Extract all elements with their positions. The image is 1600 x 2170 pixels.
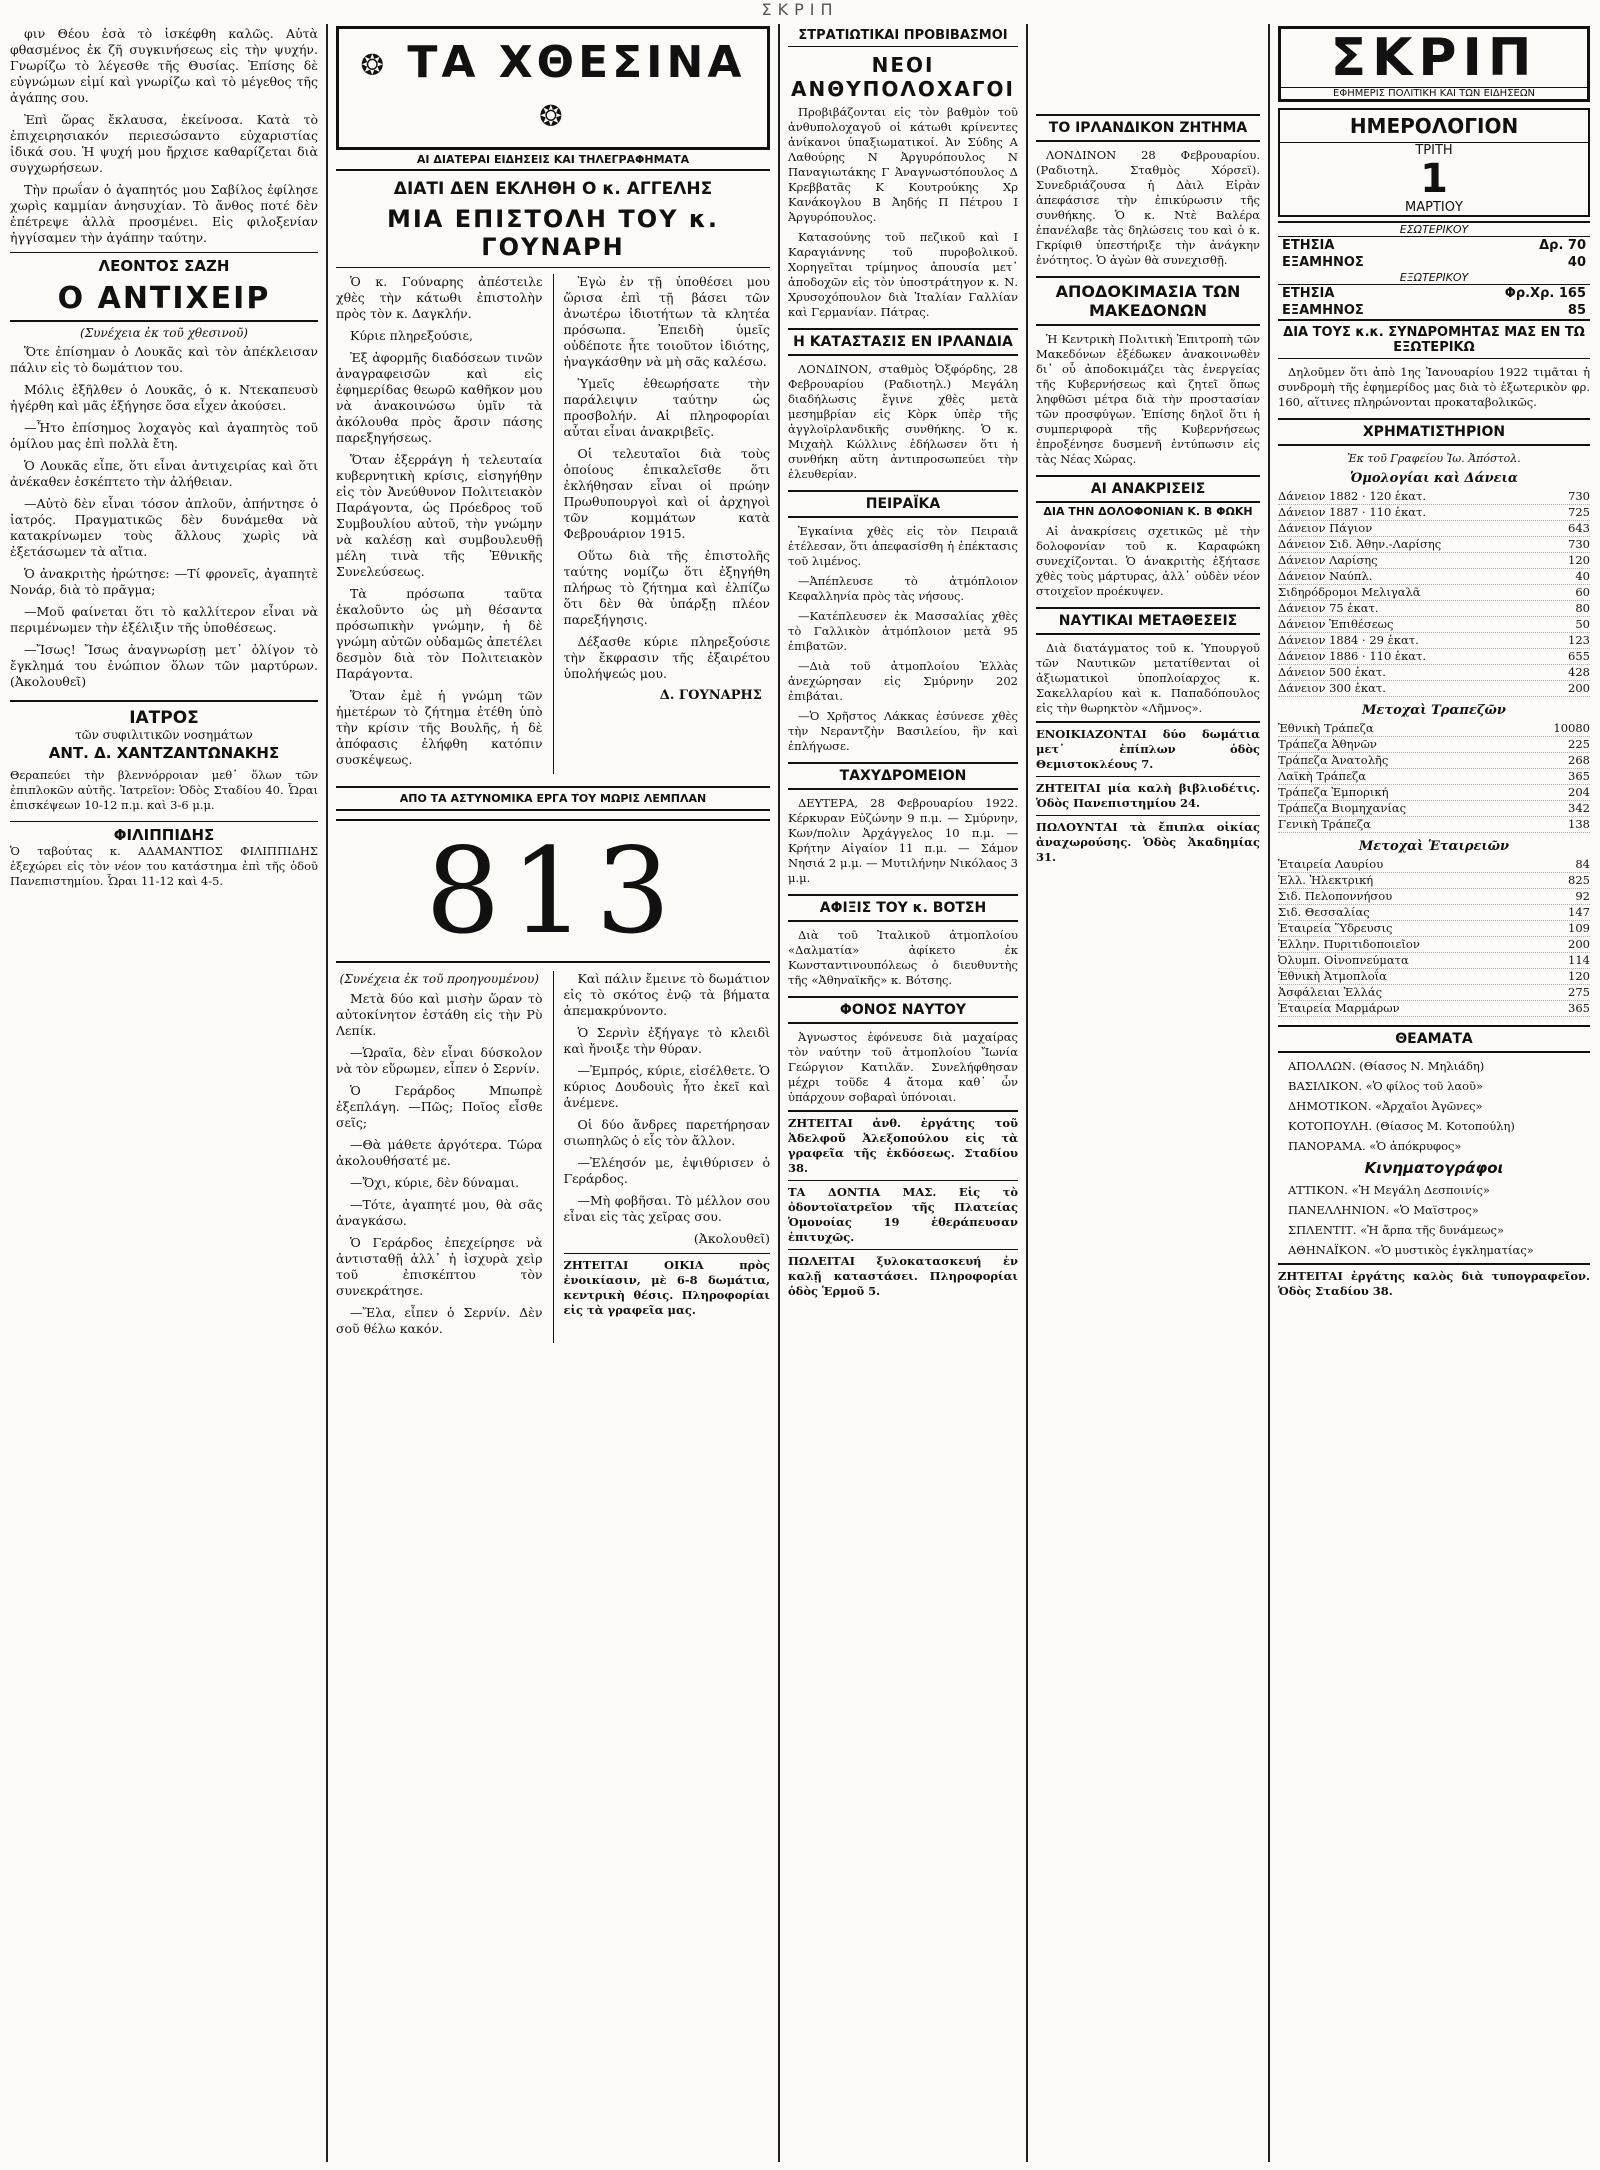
price-value: 92 (1575, 889, 1590, 903)
doctor-ad (10, 700, 318, 813)
price-row (1278, 737, 1590, 753)
intro-text (10, 26, 318, 246)
row-value: 85 (1567, 303, 1586, 318)
price-name: Δάνειον 75 ἑκατ. (1278, 601, 1379, 615)
murder-title: ΦΟΝΟΣ ΝΑΥΤΟΥ (788, 996, 1018, 1024)
calendar (1278, 108, 1590, 217)
price-name: Ἀσφάλειαι Ἑλλάς (1278, 985, 1383, 999)
price-row (1278, 665, 1590, 681)
price-row (1278, 969, 1590, 985)
bottom-ad: ΖΗΤΕΙΤΑΙ ἐργάτης καλὸς διὰ τυπογραφεῖον. Ὁδὸς Σταδίου 38. (1278, 1263, 1590, 1299)
row-label: ΕΤΗΣΙΑ (1282, 238, 1335, 253)
price-row (1278, 553, 1590, 569)
list-item: ΔΗΜΟΤΙΚΟΝ. «Ἀρχαῖοι Ἀγῶνες» (1288, 1099, 1483, 1113)
signature: Δ. ΓΟΥΝΑΡΗΣ (659, 688, 762, 703)
bond-prices (1278, 471, 1590, 697)
masthead-subtitle: ΕΦΗΜΕΡΙΣ ΠΟΛΙΤΙΚΗ ΚΑΙ ΤΩΝ ΕΙΔΗΣΕΩΝ (1281, 87, 1587, 99)
price-row (1278, 601, 1590, 617)
price-row (1278, 633, 1590, 649)
paragraph: Ἐξ ἀφορμῆς διαδόσεων τινῶν ἀναγραφεισῶν καὶ εἰς ἐφημερίδας θεωρῶ καθῆκον μου νὰ ἀνακοινώσω ὑμῖν τὰ ἀκόλουθα πρὸς ἄρσιν πάσης παρεξηγήσεως. (336, 350, 543, 445)
price-value: 200 (1568, 937, 1590, 951)
paragraph: Ὁ Γεράρδος Μπωπρὲ ἐξεπλάγη. —Πῶς; Ποῖος εἶσθε σεῖς; (336, 1083, 543, 1130)
price-value: 725 (1568, 505, 1590, 519)
ad-2: ΤΑ ΔΟΝΤΙΑ ΜΑΣ. Εἰς τὸ ὀδοντοϊατρεῖον τῆς Πλατείας Ὁμονοίας 19 ἐθεράπευσαν ἐπιτυχῶς. (788, 1180, 1018, 1245)
novel-left (336, 971, 543, 1343)
price-name: Ἑταιρεία Λαυρίου (1278, 857, 1384, 871)
paragraph: —Ἴσως! Ἴσως ἀναγνωρίσῃ μετ᾽ ὀλίγον τὸ ἔγκλημά του ἐνώπιον ὅλων τῶν μαρτύρων. (Ἀκολουθεῖ) (10, 642, 318, 689)
paragraph: —Ἦτο ἐπίσημος λοχαγὸς καὶ ἀγαπητὸς τοῦ ὁμίλου μας ἐπὶ πολλὰ ἔτη. (10, 420, 318, 451)
novel-continuation: (Συνέχεια ἐκ τοῦ προηγουμένου) (339, 972, 539, 986)
paragraph: —Αὐτὸ δὲν εἶναι τόσον ἀπλοῦν, ἀπήντησε ὁ ἰατρός. Πραγματικῶς δὲν δυνάμεθα νὰ κατακρίνωμεν τοὺς ἄλλους χωρὶς νὰ ἐξετάσωμεν τὰ αἴτια. (10, 496, 318, 559)
column-rule (1026, 24, 1028, 2162)
paragraph: Οἱ δύο ἄνδρες παρετήρησαν σιωπηλῶς ὁ εἷς τὸν ἄλλον. (563, 1117, 770, 1148)
price-row (1278, 1001, 1590, 1017)
arrival-text (788, 928, 1018, 988)
price-value: 730 (1568, 489, 1590, 503)
paragraph: —Μοῦ φαίνεται ὅτι τὸ καλλίτερον εἶναι νὰ περιμένωμεν τὴν ἐξέλιξιν τῆς ὑποθέσεως. (10, 604, 318, 635)
ireland-text (788, 362, 1018, 482)
price-value: 342 (1568, 801, 1590, 815)
price-name: Ὀλυμπ. Οἰνοπνεύματα (1278, 953, 1409, 967)
letter-left (336, 274, 543, 774)
paragraph: Ὁ Σερνὶν ἐξήγαγε τὸ κλειδὶ καὶ ἤνοιξε τὴν θύραν. (563, 1025, 770, 1056)
story-author: ΛΕΟΝΤΟΣ ΣΑΖΗ (10, 252, 318, 275)
list-item: ΒΑΣΙΛΙΚΟΝ. «Ὁ φίλος τοῦ λαοῦ» (1288, 1079, 1484, 1093)
price-row (1278, 953, 1590, 969)
paragraph: —Τότε, ἀγαπητέ μου, θὰ σᾶς ἀναγκάσω. (336, 1197, 543, 1228)
price-name: Ἑλλην. Πυριτιδοποιεῖον (1278, 937, 1420, 951)
prices-caption: Μετοχαὶ Ἑταιρειῶν (1358, 839, 1510, 854)
price-row (1278, 617, 1590, 633)
column-rule (1268, 24, 1270, 2162)
promotions-headline: ΝΕΟΙ ΑΝΘΥΠΟΛΟΧΑΓΟΙ (790, 53, 1015, 101)
price-name: Ἐθνικὴ Τράπεζα (1278, 721, 1374, 735)
paragraph: Ὁ ἀνακριτὴς ἠρώτησε: —Τί φρονεῖς, ἀγαπητὲ Νονάρ, διὰ τὸ πρᾶγμα; (10, 566, 318, 597)
price-row (1278, 857, 1590, 873)
calendar-day: ΤΡΙΤΗ (1415, 143, 1453, 158)
macedonians-text (1036, 332, 1260, 467)
cinemas-title: Κινηματογράφοι (1364, 1159, 1504, 1177)
masthead-top: ΣΚΡΙΠ (761, 0, 839, 19)
ad-text: Ὁ ταβούτας κ. ΑΔΑΜΑΝΤΙΟΣ ΦΙΛΙΠΠΙΔΗΣ ἐξεχώρει εἰς τὸν νέον του κατάστημα ἐπὶ τῆς ὁδοῦ Πανεπιστημίου. Ὧραι 11-12 καὶ 4-5. (10, 844, 318, 888)
piraeus-title: ΠΕΙΡΑΪΚΑ (788, 490, 1018, 518)
paragraph: —Ἐμπρός, κύριε, εἰσέλθετε. Ὁ κύριος Δουδουὶς ἦτο ἐκεῖ καὶ ἀνέμενε. (563, 1063, 770, 1110)
price-name: Τράπεζα Ἀθηνῶν (1278, 737, 1377, 751)
paragraph: Ἀγνωστος ἐφόνευσε διὰ μαχαίρας τὸν ναύτην τοῦ ἀτμοπλοίου Ἴωνία Γεώργιον Κατιλᾶν. Συνελήφθησαν μέχρι τοῦδε 4 ἄτομα καθ᾽ ὧν ὑπάρχουν σοβαραὶ ὑπόνοιαι. (788, 1030, 1018, 1104)
ornament-icon: ❂ (360, 48, 389, 82)
paragraph: —Ἀπέπλευσε τὸ ἀτμόπλοιον Κεφαλληνία πρὸς τὰς νήσους. (788, 574, 1018, 603)
list-item: ΑΘΗΝΑΪΚΟΝ. «Ὁ μυστικὸς ἐγκληματίας» (1288, 1243, 1534, 1257)
price-row (1278, 753, 1590, 769)
subscription-row (1278, 285, 1590, 302)
box-title: ΤΑ ΧΘΕΣΙΝΑ (407, 37, 746, 88)
paragraph: Κύριε πληρεξούσιε, (350, 328, 473, 343)
price-name: Σιδ. Θεσσαλίας (1278, 905, 1370, 919)
arrival-title: ΑΦΙΞΙΣ ΤΟΥ κ. ΒΟΤΣΗ (788, 894, 1018, 922)
row-label: ΕΞΑΜΗΝΟΣ (1282, 303, 1364, 318)
price-row (1278, 521, 1590, 537)
paragraph: Ἡ Κεντρικὴ Πολιτικὴ Ἐπιτροπὴ τῶν Μακεδόνων ἐξέδωκεν ἀνακοινωθὲν δι᾽ οὗ ἀποδοκιμάζει τὰς ἐνεργείας τῆς Κυβερνήσεως καὶ ζητεῖ ὅπως ληφθῶσι μέτρα διὰ τὴν προστασίαν τῶν προσφύγων. Ἐπίσης δηλοῖ ὅτι ἡ συμπεριφορὰ τῆς Κυβερνήσεως ἐπροξένησε δυσμενῆ ἐντύπωσιν εἰς τὰς Νέας Χώρας. (1036, 332, 1260, 466)
story-text (10, 344, 318, 690)
paragraph: Μετὰ δύο καὶ μισὴν ὥραν τὸ αὐτοκίνητον ἐστάθη εἰς τὴν Ρὺ Λεπίκ. (336, 991, 543, 1038)
paragraph: Ὁ Γεράρδος ἐπεχείρησε νὰ ἀντισταθῇ ἀλλ᾽ ἡ ἰσχυρὰ χεὶρ τοῦ ἐπισκέπτου τὸν συνεκράτησε. (336, 1235, 543, 1298)
list-item: ΑΠΟΛΛΩΝ. (Θίασος Ν. Μηλιάδη) (1288, 1059, 1485, 1073)
price-value: 60 (1575, 585, 1590, 599)
price-value: 123 (1568, 633, 1590, 647)
market-title: ΧΡΗΜΑΤΙΣΤΗΡΙΟΝ (1278, 418, 1590, 446)
price-value: 120 (1568, 969, 1590, 983)
price-row (1278, 649, 1590, 665)
subscription-row (1278, 254, 1590, 271)
price-row (1278, 489, 1590, 505)
irish-question-text (1036, 148, 1260, 268)
row-label: ΕΞΑΜΗΝΟΣ (1282, 255, 1364, 270)
paragraph: Προβιβάζονται εἰς τὸν βαθμὸν τοῦ ἀνθυπολοχαγοῦ οἱ κάτωθι κρίνεντες ἀνίκανοι ὑπαξιωματικοί. Ἀν Σύδης Α Λαθούρης Ν Ἀργυρόπουλος Ν Παναγιωτάκης Γ Ἀναγνωστόπουλος Δ Κρεββατᾶς Κ Κουτρούκης Χρ Κανάκογλου Β Ἀηδής Π Πέτρου Ι Ἀργυρόπουλος. (788, 105, 1018, 224)
subscription-row (1278, 237, 1590, 254)
paragraph: —Μὴ φοβῆσαι. Τὸ μέλλον σου εἶναι εἰς τὰς χεῖρας σου. (563, 1193, 770, 1224)
paragraph: Αἱ ἀνακρίσεις σχετικῶς μὲ τὴν δολοφονίαν τοῦ κ. Καραφώκη συνεχίζονται. Ὁ ἀνακριτὴς ἐξήτασε χθὲς τοὺς μάρτυρας, ἀλλ᾽ οὐδὲν νέον στοιχεῖον προέκυψεν. (1036, 524, 1260, 598)
paragraph: Ὁ Λουκᾶς εἶπε, ὅτι εἶναι ἀντιχειρίας καὶ ὅτι ἀνέκαθεν ἐσκέπτετο τὴν ἀλήθειαν. (10, 458, 318, 489)
price-name: Δάνειον Ναύπλ. (1278, 569, 1373, 583)
column-3 (788, 26, 1018, 2162)
price-value: 225 (1568, 737, 1590, 751)
list-item: ΣΠΛΕΝΤΙΤ. «Ἡ ἄρπα τῆς δυνάμεως» (1288, 1223, 1505, 1237)
column-rule (326, 24, 328, 2162)
paragraph: Ὁ κ. Γούναρης ἀπέστειλε χθὲς τὴν κάτωθι ἐπιστολὴν πρὸς τὸν κ. Δαγκλήν. (336, 274, 543, 321)
paragraph: —Διὰ τοῦ ἀτμοπλοίου Ἑλλὰς ἀνεχώρησαν εἰς Σμύρνην 202 ἐπιβάται. (788, 659, 1018, 703)
list-item: ΑΤΤΙΚΟΝ. «Ἡ Μεγάλη Δεσποινίς» (1288, 1183, 1490, 1197)
column-5 (1278, 26, 1590, 2162)
theaters-title: ΘΕΑΜΑΤΑ (1278, 1025, 1590, 1053)
price-value: 643 (1568, 521, 1590, 535)
shop-ad (10, 821, 318, 889)
promotions-banner: ΣΤΡΑΤΙΩΤΙΚΑΙ ΠΡΟΒΙΒΑΣΜΟΙ (788, 28, 1018, 47)
ireland-title: Η ΚΑΤΑΣΤΑΣΙΣ ΕΝ ΙΡΛΑΝΔΙΑ (788, 328, 1018, 356)
murder-text (788, 1030, 1018, 1105)
inquiries-title: ΑΙ ΑΝΑΚΡΙΣΕΙΣ (1036, 475, 1260, 503)
paragraph: Ἐγὼ ἐν τῇ ὑποθέσει μου ὥρισα ἐπὶ τῇ βάσει τῶν ἀνωτέρω ἰδιοτήτων τὰ κλητέα πρόσωπα. Ἐπειδὴ ὑμεῖς οὐδέποτε ἦτε τοιοῦτον ἰδιότης, ἠναγκάσθην νὰ μὴ σᾶς καλέσω. (563, 274, 770, 369)
price-row (1278, 985, 1590, 1001)
paragraph: Καὶ πάλιν ἔμεινε τὸ δωμάτιον εἰς τὸ σκότος ἐνῷ τὰ βήματα ἀπεμακρύνοντο. (563, 971, 770, 1018)
price-value: 365 (1568, 1001, 1590, 1015)
price-value: 268 (1568, 753, 1590, 767)
price-row (1278, 585, 1590, 601)
ad-1: ΕΝΟΙΚΙΑΖΟΝΤΑΙ δύο δωμάτια μετ᾽ ἐπίπλων ὁδὸς Θεμιστοκλέους 7. (1036, 721, 1260, 772)
price-name: Δάνειον 1882 · 120 ἑκατ. (1278, 489, 1427, 503)
column-1 (10, 26, 318, 2162)
price-name: Δάνειον Σιδ. Ἀθην.-Λαρίσης (1278, 537, 1442, 551)
calendar-month: ΜΑΡΤΙΟΥ (1405, 200, 1463, 215)
paragraph: (Ἀκολουθεῖ) (693, 1231, 770, 1246)
price-row (1278, 785, 1590, 801)
paragraph: —Θὰ μάθετε ἀργότερα. Τώρα ἀκολουθήσατέ με. (336, 1137, 543, 1168)
price-name: Δάνειον 1887 · 110 ἑκατ. (1278, 505, 1427, 519)
paragraph: Οἱ τελευταῖοι διὰ τοὺς ὁποίους ἐπικαλεῖσθε ὅτι ἐκλήθησαν εἶναι οἱ πρώην Πρωθυπουργοὶ καὶ οἱ ἀρχηγοὶ τῶν κομμάτων κατὰ Φεβρουάριον 1915. (563, 446, 770, 541)
prices-caption: Μετοχαὶ Τραπεζῶν (1362, 703, 1506, 718)
price-name: Δάνειον 300 ἑκατ. (1278, 681, 1386, 695)
price-value: 114 (1568, 953, 1590, 967)
paragraph: Ὅταν ἐξερράγη ἡ τελευταία κυβερνητικὴ κρίσις, εἰσηγήθην εἰς τὸν Ἀνεύθυνον Πολιτειακὸν Παράγοντα, ὡς Πρόεδρος τοῦ Συμβουλίου αὐτοῦ, τὴν γνώμην νὰ καλέσῃ καὶ συμβουλευθῇ μέλη τινὰ τῆς Ἐθνικῆς Συνελεύσεως. (336, 452, 543, 579)
paragraph: ΛΟΝΔΙΝΟΝ, σταθμὸς Ὀξφόρδης, 28 Φεβρουαρίου (Ραδιοτηλ.) Μεγάλη διαδήλωσις ἔγινε χθὲς μετὰ μεσημβρίαν εἰς Κὸρκ ὑπὲρ τῆς ἀγγλοϊρλανδικῆς συνθήκης. Ὁ κ. Μιχαὴλ Κώλλινς ἐδήλωσεν ὅτι ἡ συνθήκη αὕτη ἀντιπροσωπεύει τὴν ἐλευθερίαν. (788, 362, 1018, 481)
price-name: Δάνειον Ἐπιθέσεως (1278, 617, 1394, 631)
naval-text (1036, 641, 1260, 716)
ta-xthesina-box (336, 26, 770, 150)
subscription-row (1278, 302, 1590, 319)
price-name: Δάνειον 1886 · 110 ἑκατ. (1278, 649, 1427, 663)
calendar-title: ΗΜΕΡΟΛΟΓΙΟΝ (1280, 110, 1588, 143)
price-row (1278, 889, 1590, 905)
price-row (1278, 769, 1590, 785)
price-name: Ἑθνικὴ Ἀτμοπλοΐα (1278, 969, 1387, 983)
subscription-caption: ΕΣΩΤΕΡΙΚΟΥ (1278, 223, 1590, 237)
column-2 (336, 26, 770, 2162)
ad-3: ΠΩΛΟΥΝΤΑΙ τὰ ἔπιπλα οἰκίας ἀναχωρούσης. Ὁδὸς Ἀκαδημίας 31. (1036, 815, 1260, 865)
promotions-text (788, 105, 1018, 320)
price-name: Σιδ. Πελοποννήσου (1278, 889, 1393, 903)
masthead-title: ΣΚΡΙΠ (1330, 28, 1538, 88)
paragraph: Τὰ πρόσωπα ταῦτα ἐκαλοῦντο ὡς μὴ θέσαντα πρόσωπικὴν γνώμην, ἡ δὲ γνώμη αὐτῶν οὐδαμῶς ἀπετέλει δεσμὸν διὰ τὸν Πολιτειακὸν Παράγοντα. (336, 586, 543, 681)
price-value: 120 (1568, 553, 1590, 567)
story-title: Ο ΑΝΤΙΧΕΙΡ (10, 281, 318, 322)
paragraph: Οὕτω διὰ τῆς ἐπιστολῆς ταύτης νομίζω ὅτι ἐξηγήθη πλήρως τὸ ζήτημα καὶ ἐλπίζω ὅτι δὲν θὰ ὑπάρξῃ πλέον παρεξήγησις. (563, 548, 770, 627)
ad-2: ΖΗΤΕΙΤΑΙ μία καλὴ βιβλιοδέτις. Ὁδὸς Πανεπιστημίου 24. (1036, 776, 1260, 811)
price-row (1278, 817, 1590, 833)
row-label: ΕΤΗΣΙΑ (1282, 286, 1335, 301)
price-row (1278, 921, 1590, 937)
paragraph: ΔΕΥΤΕΡΑ, 28 Φεβρουαρίου 1922. Κέρκυραν Εὐζώνην 9 π.μ. — Σμύρνην, Κων/πολιν Ἀρχάγγελος 10 π.μ. — Κρήτην Αἰγαίον 11 π.μ. — Σάμον Νησιά 2 μ.μ. — Μυτιλήνην Νικόλαος 3 μ.μ. (788, 796, 1018, 885)
price-value: 365 (1568, 769, 1590, 783)
price-row (1278, 937, 1590, 953)
story-continuation: (Συνέχεια ἐκ τοῦ χθεσινοῦ) (80, 326, 248, 340)
notice-title: ΔΙΑ ΤΟΥΣ κ.κ. ΣΥΝΔΡΟΜΗΤΑΣ ΜΑΣ ΕΝ ΤΩ ΕΞΩΤΕΡΙΚΩ (1278, 325, 1590, 359)
price-value: 138 (1568, 817, 1590, 831)
paragraph: Ὅταν ἐμὲ ἡ γνώμη τῶν ἡμετέρων τὸ ζήτημα ἐτέθη ὑπὸ τὴν κρίσιν τῆς Βουλῆς, ἡ δὲ ἀπόφασις ἐλήφθη κατόπιν συσκέψεως. (336, 688, 543, 767)
price-name: Τράπεζα Ἐμπορική (1278, 785, 1389, 799)
price-value: 109 (1568, 921, 1590, 935)
price-value: 428 (1568, 665, 1590, 679)
cinemas-list (1278, 1183, 1590, 1258)
ad-subtitle: τῶν συφιλιτικῶν νοσημάτων (75, 728, 253, 742)
price-value: 730 (1568, 537, 1590, 551)
price-value: 275 (1568, 985, 1590, 999)
list-item: ΚΟΤΟΠΟΥΛΗ. (Θίασος Μ. Κοτοπούλη) (1288, 1119, 1515, 1133)
row-value: 40 (1567, 255, 1586, 270)
headline-2: ΜΙΑ ΕΠΙΣΤΟΛΗ ΤΟΥ κ. ΓΟΥΝΑΡΗ (336, 205, 770, 268)
bank-prices (1278, 703, 1590, 833)
ad-3: ΠΩΛΕΙΤΑΙ ξυλοκατασκευή ἐν καλῇ καταστάσει. Πληροφορίαι ὁδὸς Ἑρμοῦ 5. (788, 1249, 1018, 1299)
price-value: 655 (1568, 649, 1590, 663)
market-subtitle: Ἐκ τοῦ Γραφείου Ἰω. Ἀπόστολ. (1347, 452, 1521, 465)
price-row (1278, 905, 1590, 921)
paragraph: Διὰ τοῦ Ἰταλικοῦ ἀτμοπλοίου «Δαλματία» ἀφίκετο ἐκ Κωνσταντινουπόλεως ὁ διευθυντὴς τῆς «Ἀθηναϊκῆς» κ. Βότσης. (788, 928, 1018, 987)
paragraph: —Ὁ Χρῆστος Λάκκας ἐσύνεσε χθὲς τὴν Νεραντζὴν Βασιλείου, ἣν καὶ ἐπλήγωσε. (788, 709, 1018, 753)
box-subtitle: ΑΙ ΔΙΑΤΕΡΑΙ ΕΙΔΗΣΕΙΣ ΚΑΙ ΤΗΛΕΓΡΑΦΗΜΑΤΑ (336, 150, 770, 171)
price-name: Δάνειον 500 ἑκατ. (1278, 665, 1386, 679)
price-row (1278, 505, 1590, 521)
price-value: 50 (1575, 617, 1590, 631)
column-4 (1036, 26, 1260, 2162)
price-row (1278, 569, 1590, 585)
theaters-list (1278, 1059, 1590, 1154)
list-item: ΠΑΝΕΛΛΗΝΙΟΝ. «Ὁ Μαϊστρος» (1288, 1203, 1479, 1217)
price-row (1278, 681, 1590, 697)
novel-right (564, 971, 771, 1343)
paragraph: φιν Θέου ἑσὰ τὸ ἰσκέφθη καλῶς. Αὐτὰ φθασμένος ἐκ ζῆ συγκινήσεως εἰς τὴν ψυχήν. Γνωρίζω τὸ λέγεσθε τῆς Θυσίας. Ἐπίσης δὲ εὐγνώμων εἰμί καὶ γνωρίζω καὶ τὸ μέγεθος τῆς ἀγάπης σου. (10, 26, 318, 105)
inquiries-subtitle: ΔΙΑ ΤΗΝ ΔΟΛΟΦΟΝΙΑΝ Κ. Β ΦΩΚΗ (1043, 505, 1253, 518)
paragraph: ΛΟΝΔΙΝΟΝ 28 Φεβρουαρίου. (Ραδιοτηλ. Σταθμὸς Χόρσεϊ). Συνεδριάζουσα ἡ Δὰιλ Εἰρὰν ἀπεφάσισε τὴν ἐπικύρωσιν τῆς συνθήκης. Ὁ κ. Ντὲ Βαλέρα ἐπανέλαβε τὰς δηλώσεις του καὶ ὁ κ. Γκρίφιθ ὑπεστήριξε τὴν ἀνάγκην ἐνότητος. Ὁ ἀγὼν θὰ συνεχισθῇ. (1036, 148, 1260, 267)
subscription-table (1278, 221, 1590, 321)
price-value: 825 (1568, 873, 1590, 887)
novel-number: 813 (336, 819, 770, 963)
letter-body (336, 274, 770, 774)
price-name: Ἑταιρεία Ὕδρευσις (1278, 921, 1393, 935)
paragraph: —Ἐλέησόν με, ἐψιθύρισεν ὁ Γεράρδος. (563, 1155, 770, 1186)
price-name: Δάνειον Πάγιον (1278, 521, 1373, 535)
paragraph: —Ἔλα, εἶπεν ὁ Σερνίν. Δὲν σοῦ θέλω κακόν. (336, 1305, 543, 1336)
price-value: 204 (1568, 785, 1590, 799)
paragraph: Τὴν πρωΐαν ὁ ἀγαπητός μου Σαβίλος ἐφίλησε χωρὶς καμμίαν ἀνησυχίαν. Τὸ ἄνθος ποτέ δὲν ἐπέτρεψε ἀλλὰ προσμένει. Εἰς φιλοξενίαν ἠγγίσαμεν τὴν ἀγάπην ταύτην. (10, 182, 318, 245)
price-value: 200 (1568, 681, 1590, 695)
price-name: Τράπεζα Ἀνατολῆς (1278, 753, 1389, 767)
letter-right (564, 274, 771, 774)
macedonians-title: ΑΠΟΔΟΚΙΜΑΣΙΑ ΤΩΝ ΜΑΚΕΔΟΝΩΝ (1036, 276, 1260, 326)
column-divider (553, 274, 554, 774)
paragraph: Μόλις ἐξῆλθεν ὁ Λουκᾶς, ὁ κ. Ντεκαπευσὺ ἠγέρθη καὶ μᾶς ἐξήγησε ὅσα εἶχεν ἀκούσει. (10, 382, 318, 413)
piraeus-text (788, 524, 1018, 754)
paragraph: Κατασούνης τοῦ πεζικοῦ καὶ Ι Καραγιάννης τοῦ πυροβολικοῦ. Χορηγεῖται τρίμηνος ἀπουσία μετ᾽ ἀποδοχῶν εἰς τὸν ὑποστράτηγον κ. Ν. Χρυσοχόπουλον διὰ Ἰταλίαν Γαλλίαν καὶ Γερμανίαν. Πάτρας. (788, 230, 1018, 319)
price-row (1278, 801, 1590, 817)
price-row (1278, 537, 1590, 553)
irish-question-title: ΤΟ ΙΡΛΑΝΔΙΚΟΝ ΖΗΤΗΜΑ (1036, 114, 1260, 142)
ad-title: ΙΑΤΡΟΣ (129, 708, 199, 728)
headline-1: ΔΙΑΤΙ ΔΕΝ ΕΚΛΗΘΗ Ο κ. ΑΓΓΕΛΗΣ (393, 179, 713, 199)
paragraph: Ὅτε ἐπίσημαν ὁ Λουκᾶς καὶ τὸν ἀπέκλεισαν πάλιν εἰς τὸ δωμάτιον του. (10, 344, 318, 375)
inquiries-text (1036, 524, 1260, 599)
price-value: 147 (1568, 905, 1590, 919)
ornament-icon: ❂ (539, 99, 567, 133)
paragraph: Ὑμεῖς ἐθεωρήσατε τὴν παράλειψιν ταύτην ὡς προσβολήν. Αἱ πληροφορίαι αὗται εἶναι ἀνακριβεῖς. (563, 376, 770, 439)
price-name: Τράπεζα Βιομηχανίας (1278, 801, 1407, 815)
post-text (788, 796, 1018, 886)
paragraph: Δέξασθε κύριε πληρεξούσιε τὴν ἔκφρασιν τῆς ἐξαιρέτου ὑπολήψεώς μου. (563, 634, 770, 681)
column-divider (553, 971, 554, 1343)
price-name: Λαϊκὴ Τράπεζα (1278, 769, 1367, 783)
firm-prices (1278, 839, 1590, 1017)
ad-name: ΑΝΤ. Δ. ΧΑΝΤΖΑΝΤΩΝΑΚΗΣ (48, 744, 280, 762)
paragraph: —Ὄχι, κύριε, δὲν δύναμαι. (350, 1175, 520, 1190)
subscription-caption: ΕΞΩΤΕΡΙΚΟΥ (1278, 271, 1590, 285)
list-item: ΠΑΝΟΡΑΜΑ. «Ὁ ἀπόκρυφος» (1288, 1139, 1462, 1153)
price-value: 10080 (1553, 721, 1590, 735)
price-name: Δάνειον 1884 · 29 ἑκατ. (1278, 633, 1419, 647)
price-row (1278, 721, 1590, 737)
price-name: Ἑλλ. Ἠλεκτρική (1278, 873, 1374, 887)
paragraph: —Ὡραῖα, δὲν εἶναι δύσκολον νὰ τὸν εὕρωμεν, εἶπεν ὁ Σερνίν. (336, 1045, 543, 1076)
novel-body (336, 971, 770, 1343)
post-title: ΤΑΧΥΔΡΟΜΕΙΟΝ (788, 762, 1018, 790)
notice-text (1278, 365, 1590, 410)
paragraph: Ἐγκαίνια χθὲς εἰς τὸν Πειραιᾶ ἐτέλεσαν, ὅτι ἀπεφασίσθη ἡ ἐπέκτασις τοῦ λιμένος. (788, 524, 1018, 568)
row-value: Φρ.Χρ. 165 (1504, 286, 1586, 301)
price-name: Δάνειον Λαρίσης (1278, 553, 1378, 567)
price-name: Γενικὴ Τράπεζα (1278, 817, 1371, 831)
paragraph: Δηλοῦμεν ὅτι ἀπὸ 1ης Ἰανουαρίου 1922 τιμᾶται ἡ συνδρομὴ τῆς ἐφημερίδος μας διὰ τὸ ἐξωτερικὸν φρ. 160, αἵτινες πληρώνονται προκαταβολικῶς. (1278, 365, 1590, 409)
price-name: Ἑταιρεία Μαρμάρων (1278, 1001, 1400, 1015)
ad-text: Θεραπεύει τὴν βλεννόρροιαν μεθ᾽ ὅλων τῶν ἐπιπλοκῶν αὐτῆς. Ἰατρεῖον: Ὁδὸς Σταδίου 40. Ὧραι ἐπισκέψεων 10-12 π.μ. καὶ 3-6 μ.μ. (10, 768, 318, 812)
ad-1: ΖΗΤΕΙΤΑΙ ἀνθ. ἐργάτης τοῦ Ἀδελφοῦ Ἀλεξοπούλου εἰς τὰ γραφεῖα τῆς ἐκδόσεως. Σταδίου 38. (788, 1110, 1018, 1176)
column-rule (778, 24, 780, 2162)
paragraph: —Κατέπλευσεν ἐκ Μασσαλίας χθὲς τὸ Γαλλικὸν ἀτμόπλοιον μετὰ 95 ἐπιβατῶν. (788, 609, 1018, 653)
price-value: 40 (1575, 569, 1590, 583)
skrip-masthead (1278, 26, 1590, 102)
price-value: 84 (1575, 857, 1590, 871)
paragraph: Ἐπὶ ὥρας ἔκλαυσα, ἐκείνοσα. Κατὰ τὸ ἐπιχειρησιακόν περιεσώσαντο εὐχαριστίας ἰδικά σου. Ἡ ψυχή μου ἤρχισε καθαρίζεται διὰ συγχωρήσεων. (10, 112, 318, 175)
prices-caption: Ὁμολογίαι καὶ Δάνεια (1350, 471, 1518, 486)
price-value: 80 (1575, 601, 1590, 615)
paragraph: Διὰ διατάγματος τοῦ κ. Ὑπουργοῦ τῶν Ναυτικῶν μετατίθενται οἱ ἀξιωματικοὶ ὑποπλοίαρχος κ. Σακελλαρίου καὶ κ. Παπαδόπουλος εἰς τὴν θωρηκτὸν «Λῆμνος». (1036, 641, 1260, 715)
classified-ad: ΖΗΤΕΙΤΑΙ ΟΙΚΙΑ πρὸς ἐνοικίασιν, μὲ 6-8 δωμάτια, κεντρικὴ θέσις. Πληροφορίαι εἰς τὰ γραφεῖα μας. (564, 1253, 771, 1318)
naval-title: ΝΑΥΤΙΚΑΙ ΜΕΤΑΘΕΣΕΙΣ (1036, 607, 1260, 635)
row-value: Δρ. 70 (1539, 238, 1586, 253)
novel-banner: ΑΠΟ ΤΑ ΑΣΤΥΝΟΜΙΚΑ ΕΡΓΑ ΤΟΥ ΜΩΡΙΣ ΛΕΜΠΛΑΝ (336, 786, 770, 811)
price-row (1278, 873, 1590, 889)
ad-title: ΦΙΛΙΠΠΙΔΗΣ (113, 826, 215, 844)
price-name: Σιδηρόδρομοι Μελιγαλᾶ (1278, 585, 1421, 599)
calendar-date: 1 (1420, 156, 1448, 202)
